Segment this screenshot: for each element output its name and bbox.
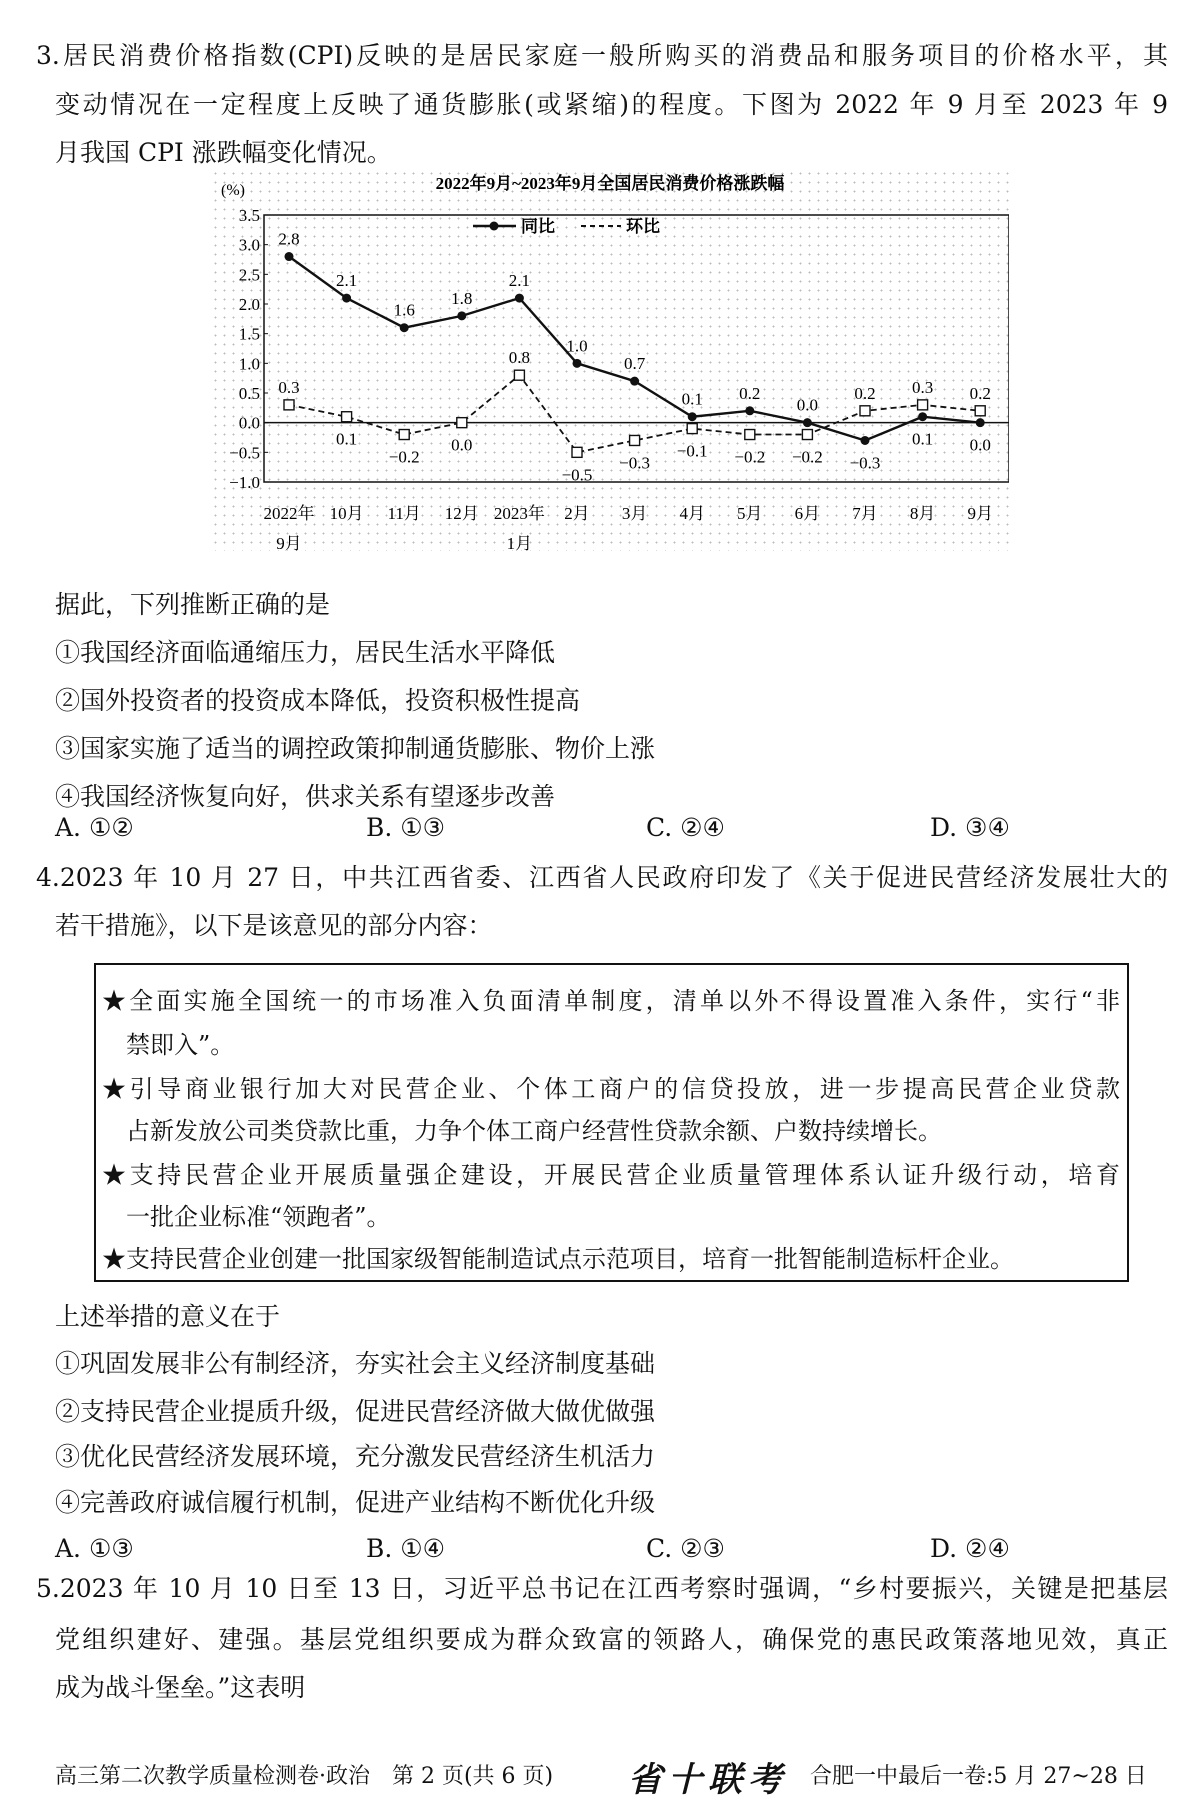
yoy-data-label: 0.1 [911, 429, 934, 449]
q4-statement: ④完善政府诚信履行机制，促进产业结构不断优化升级 [55, 1488, 656, 1517]
mom-data-label: 0.0 [451, 435, 473, 455]
mom-point [860, 406, 870, 416]
mom-data-label: 0.1 [335, 429, 358, 449]
mom-data-label: −0.2 [388, 447, 420, 467]
yoy-line [289, 257, 980, 441]
footer-date-info: 合肥一中最后一卷:5 月 27~28 日 [810, 1764, 1147, 1789]
q4-option-b[interactable]: B. ①④ [366, 1534, 446, 1563]
q3-statement: ②国外投资者的投资成本降低，投资积极性提高 [55, 686, 581, 715]
mom-data-label: 0.2 [854, 383, 876, 403]
exam-brand-logo: 省十联考 [628, 1760, 788, 1800]
q3-statement: ④我国经济恢复向好，供求关系有望逐步改善 [55, 782, 556, 811]
mom-data-label: −0.2 [734, 447, 766, 467]
x-tick-label: 10月 [329, 504, 364, 523]
y-tick-label: −1.0 [229, 473, 260, 492]
q4-option-c[interactable]: C. ②③ [646, 1534, 725, 1563]
yoy-point [918, 412, 927, 421]
q4-stem-line: 4.2023 年 10 月 27 日，中共江西省委、江西省人民政府印发了《关于促进民营经济发展壮大的 [36, 863, 1168, 892]
x-tick-label: 7月 [852, 504, 878, 523]
q3-statement: ①我国经济面临通缩压力，居民生活水平降低 [55, 638, 556, 667]
mom-point [975, 406, 985, 416]
legend-yoy-label: 同比 [521, 217, 555, 236]
x-tick-label: 1月 [506, 534, 533, 551]
q4-option-a[interactable]: A. ①③ [55, 1534, 134, 1563]
mom-point [630, 435, 640, 445]
x-tick-label: 8月 [909, 504, 936, 523]
y-tick-label: 2.5 [238, 265, 260, 285]
x-tick-label: 5月 [737, 504, 763, 523]
x-tick-label: 9月 [967, 504, 993, 523]
yoy-data-label: 1.0 [566, 336, 588, 356]
mom-point [687, 424, 697, 434]
x-tick-label: 11月 [387, 504, 421, 523]
mom-point [802, 430, 812, 440]
q5-stem-line: 党组织建好、建强。基层党组织要成为群众致富的领路人，确保党的惠民政策落地见效，真正 [55, 1625, 1168, 1654]
q3-option-a[interactable]: A. ①② [55, 813, 134, 842]
y-tick-label: 0.5 [238, 384, 260, 403]
yoy-point [803, 418, 812, 427]
mom-point [918, 400, 928, 410]
yoy-data-label: 0.1 [681, 389, 703, 409]
mom-point [284, 400, 294, 410]
q4-stem-line: 若干措施》，以下是该意见的部分内容： [55, 911, 493, 940]
mom-data-label: 0.3 [278, 377, 300, 397]
q3-statement: ③国家实施了适当的调控政策抑制通货膨胀、物价上涨 [55, 734, 656, 763]
x-tick-label: 2023年 [493, 504, 545, 523]
yoy-data-label: 0.2 [739, 383, 761, 403]
mom-data-label: −0.3 [619, 453, 651, 473]
q4-option-d[interactable]: D. ②④ [930, 1534, 1010, 1563]
y-tick-label: 2.0 [238, 295, 260, 314]
yoy-data-label: 0.7 [623, 354, 646, 374]
yoy-data-label: 0.0 [969, 435, 991, 455]
yoy-point [573, 359, 582, 368]
yoy-data-label: 1.8 [451, 288, 473, 308]
y-tick-label: −0.5 [229, 443, 260, 463]
legend-yoy-marker [490, 222, 499, 231]
mom-data-label: −0.2 [791, 447, 823, 467]
y-axis-label: (%) [221, 182, 245, 199]
mom-data-label: 0.8 [508, 348, 531, 368]
y-tick-label: 1.0 [238, 354, 260, 374]
y-tick-label: 1.5 [238, 324, 260, 344]
mom-point [745, 430, 755, 440]
q5-stem-line: 成为战斗堡垒。”这表明 [55, 1673, 306, 1702]
yoy-point [515, 294, 524, 303]
mom-data-label: −0.5 [561, 465, 593, 485]
yoy-data-label: 2.8 [278, 229, 300, 249]
yoy-point [976, 418, 985, 427]
yoy-data-label: −0.3 [849, 453, 881, 473]
policy-item: ★全面实施全国统一的市场准入负面清单制度，清单以外不得设置准入条件，实行“非 [102, 987, 1120, 1015]
q4-statement: ②支持民营企业提质升级，促进民营经济做大做优做强 [55, 1397, 656, 1426]
legend-mom-label: 环比 [626, 217, 660, 236]
policy-item-cont: 一批企业标准“领跑者”。 [126, 1203, 391, 1231]
q3-prompt: 据此，下列推断正确的是 [55, 590, 331, 619]
policy-item: ★支持民营企业开展质量强企建设，开展民营企业质量管理体系认证升级行动，培育 [102, 1161, 1120, 1189]
yoy-point [457, 311, 466, 320]
cpi-line-chart [211, 169, 1009, 551]
footer-exam-info: 高三第二次教学质量检测卷·政治 第 2 页(共 6 页) [55, 1764, 554, 1789]
yoy-point [745, 406, 754, 415]
q3-option-c[interactable]: C. ②④ [646, 813, 725, 842]
y-tick-label: 3.0 [238, 235, 260, 255]
mom-point [457, 418, 467, 428]
q5-stem-line: 5.2023 年 10 月 10 日至 13 日，习近平总书记在江西考察时强调，“乡村要振兴，关键是把基层 [36, 1574, 1168, 1603]
yoy-data-label: 2.1 [335, 271, 358, 291]
x-tick-label: 6月 [794, 504, 821, 523]
yoy-data-label: 2.1 [508, 271, 531, 291]
yoy-point [342, 294, 351, 303]
mom-point [399, 430, 409, 440]
yoy-point [861, 436, 870, 445]
yoy-data-label: 1.6 [393, 300, 415, 320]
x-tick-label: 2022年 [263, 504, 315, 523]
q3-stem-line: 变动情况在一定程度上反映了通货膨胀(或紧缩)的程度。下图为 2022 年 9 月至 2023 年 9 [55, 90, 1168, 119]
x-tick-label: 2月 [564, 504, 590, 523]
q4-statement: ①巩固发展非公有制经济，夯实社会主义经济制度基础 [55, 1349, 656, 1378]
policy-item-cont: 占新发放公司类贷款比重，力争个体工商户经营性贷款余额、户数持续增长。 [126, 1117, 942, 1145]
y-tick-label: 0.0 [238, 413, 260, 433]
yoy-point [400, 323, 409, 332]
mom-data-label: 0.3 [911, 377, 934, 397]
x-tick-label: 12月 [444, 504, 479, 523]
policy-excerpt-box [94, 963, 1129, 1282]
chart-canvas [211, 169, 1009, 551]
q3-option-b[interactable]: B. ①③ [366, 813, 446, 842]
x-tick-label: 4月 [679, 504, 705, 523]
policy-item: ★支持民营企业创建一批国家级智能制造试点示范项目，培育一批智能制造标杆企业。 [102, 1245, 1014, 1273]
policy-item: ★引导商业银行加大对民营企业、个体工商户的信贷投放，进一步提高民营企业贷款 [102, 1075, 1120, 1103]
chart-title: 2022年9月~2023年9月全国居民消费价格涨跌幅 [435, 174, 785, 193]
x-tick-label: 9月 [276, 534, 302, 551]
y-tick-label: 3.5 [238, 206, 260, 225]
q4-prompt: 上述举措的意义在于 [55, 1302, 281, 1331]
yoy-point [630, 377, 639, 386]
q3-stem-line: 月我国 CPI 涨跌幅变化情况。 [55, 138, 392, 167]
q3-stem-line: 3.居民消费价格指数(CPI)反映的是居民家庭一般所购买的消费品和服务项目的价格水平，其 [36, 41, 1168, 70]
yoy-data-label: 0.0 [796, 395, 819, 415]
policy-item-cont: 禁即入”。 [126, 1031, 235, 1059]
mom-data-label: 0.2 [969, 383, 991, 403]
mom-point [514, 370, 524, 380]
mom-point [342, 412, 352, 422]
mom-point [572, 447, 582, 457]
mom-data-label: −0.1 [676, 441, 708, 461]
yoy-point [285, 252, 294, 261]
x-tick-label: 3月 [621, 504, 648, 523]
q3-option-d[interactable]: D. ③④ [930, 813, 1010, 842]
yoy-point [688, 412, 697, 421]
q4-statement: ③优化民营经济发展环境，充分激发民营经济生机活力 [55, 1442, 656, 1471]
